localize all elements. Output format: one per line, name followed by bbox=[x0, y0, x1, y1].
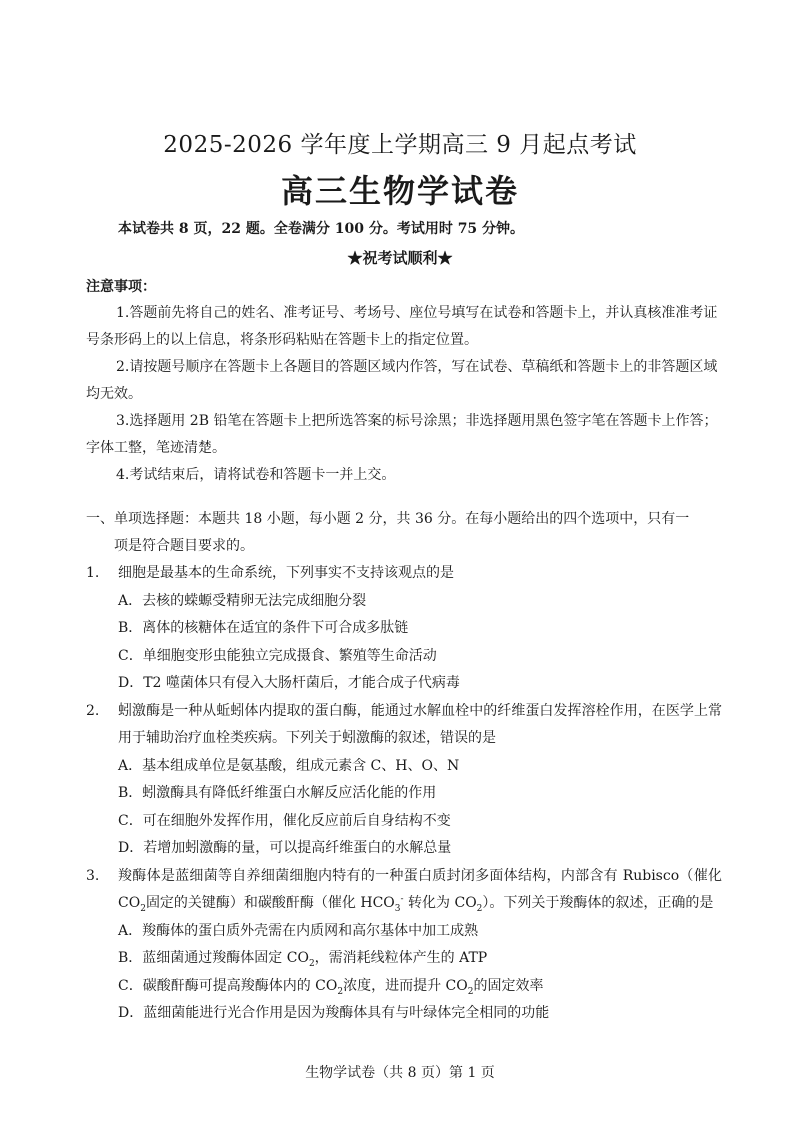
option-part: 浓度，进而提升 CO bbox=[343, 977, 468, 994]
stem-part: ）。下列关于羧酶体的叙述，正确的是 bbox=[482, 895, 714, 911]
option-a: A．基本组成单位是氨基酸，组成元素含 C、H、O、N bbox=[118, 757, 460, 774]
section-heading-line2: 项是符合题目要求的。 bbox=[114, 538, 254, 554]
notes-title: 注意事项： bbox=[86, 279, 156, 295]
page-footer: 生物学试卷（共 8 页）第 1 页 bbox=[305, 1065, 495, 1081]
option-part: B．蓝细菌通过羧酶体固定 CO bbox=[118, 950, 309, 966]
question-stem: 蚓激酶是一种从蚯蚓体内提取的蛋白酶，能通过水解血栓中的纤维蛋白发挥溶栓作用，在医学上常用于辅助治疗血栓类疾病。下列关于蚓激酶的叙述，错误的是 bbox=[118, 702, 722, 746]
subscript: 2 bbox=[467, 986, 474, 997]
stem-part: 固定的关键酶）和碳酸酐酶（催化 HCO bbox=[145, 895, 395, 911]
superscript: - bbox=[400, 894, 404, 905]
option-b: B．离体的核糖体在适宜的条件下可合成多肽链 bbox=[118, 620, 409, 636]
subscript: 2 bbox=[337, 986, 344, 997]
question-1 bbox=[86, 560, 722, 698]
stem-part: 羧酶体是蓝细菌等自养细菌细胞内特有的一种蛋白质封闭多面体结构，内部含有 Rubisco（催化 CO bbox=[118, 867, 722, 911]
notes-list bbox=[86, 300, 722, 489]
option-b: B．蚓激酶具有降低纤维蛋白水解反应活化能的作用 bbox=[118, 785, 437, 801]
question-stem: 细胞是最基本的生命系统，下列事实不支持该观点的是 bbox=[118, 565, 454, 581]
option-d: D．蓝细菌能进行光合作用是因为羧酶体具有与叶绿体完全相同的功能 bbox=[118, 1005, 550, 1021]
stem-part: 转化为 CO bbox=[403, 895, 477, 911]
question-stem bbox=[86, 863, 722, 918]
exam-intro: 本试卷共 8 页，22 题。全卷满分 100 分。考试用时 75 分钟。 bbox=[118, 221, 525, 237]
question-2 bbox=[86, 698, 722, 863]
option-d: D．T2 噬菌体只有侵入大肠杆菌后，才能合成子代病毒 bbox=[118, 675, 460, 691]
option-b bbox=[86, 945, 722, 973]
subscript: 2 bbox=[140, 903, 146, 914]
option-part: 的固定效率 bbox=[473, 977, 544, 994]
option-part: C．碳酸酐酶可提高羧酶体内的 CO bbox=[118, 977, 338, 994]
section-heading bbox=[86, 506, 722, 560]
question-list bbox=[86, 560, 722, 1028]
section-heading-line1: 一、单项选择题：本题共 18 小题，每小题 2 分，共 36 分。在每小题给出的四个选项中，只有一 bbox=[86, 511, 690, 527]
subscript: 2 bbox=[308, 958, 315, 969]
option-a: A．羧酶体的蛋白质外壳需在内质网和高尔基体中加工成熟 bbox=[118, 922, 479, 939]
question-number: 1. bbox=[86, 565, 100, 581]
subject-title: 高三生物学试卷 bbox=[280, 172, 519, 210]
question-number: 3. bbox=[86, 867, 100, 884]
note-item: 4.考试结束后，请将试卷和答题卡一并上交。 bbox=[116, 467, 396, 483]
note-item: 1.答题前先将自己的姓名、准考证号、考场号、座位号填写在试卷和答题卡上，并认真核准准考证号条形码上的以上信息，将条形码粘贴在答题卡上的指定位置。 bbox=[86, 305, 718, 348]
note-item: 3.选择题用 2B 铅笔在答题卡上把所选答案的标号涂黑；非选择题用黑色签字笔在答题卡上作答；字体工整，笔迹清楚。 bbox=[86, 413, 718, 456]
question-3 bbox=[86, 863, 722, 1028]
exam-title: 2025-2026 学年度上学期高三 9 月起点考试 bbox=[163, 132, 637, 158]
good-luck-banner: ★祝考试顺利★ bbox=[347, 249, 453, 267]
option-c: C．单细胞变形虫能独立完成摄食、繁殖等生命活动 bbox=[118, 647, 437, 664]
option-c: C．可在细胞外发挥作用，催化反应前后自身结构不变 bbox=[118, 812, 451, 829]
option-a: A．去核的蝾螈受精卵无法完成细胞分裂 bbox=[118, 592, 367, 609]
subscript: 2 bbox=[476, 903, 483, 914]
option-part: ，需消耗线粒体产生的 ATP bbox=[314, 950, 488, 966]
option-c bbox=[86, 973, 722, 1001]
question-number: 2. bbox=[86, 702, 100, 719]
subscript: 3 bbox=[394, 903, 401, 914]
note-item: 2.请按题号顺序在答题卡上各题目的答题区域内作答，写在试卷、草稿纸和答题卡上的非答题区域均无效。 bbox=[86, 359, 718, 402]
option-d: D．若增加蚓激酶的量，可以提高纤维蛋白的水解总量 bbox=[118, 840, 452, 856]
